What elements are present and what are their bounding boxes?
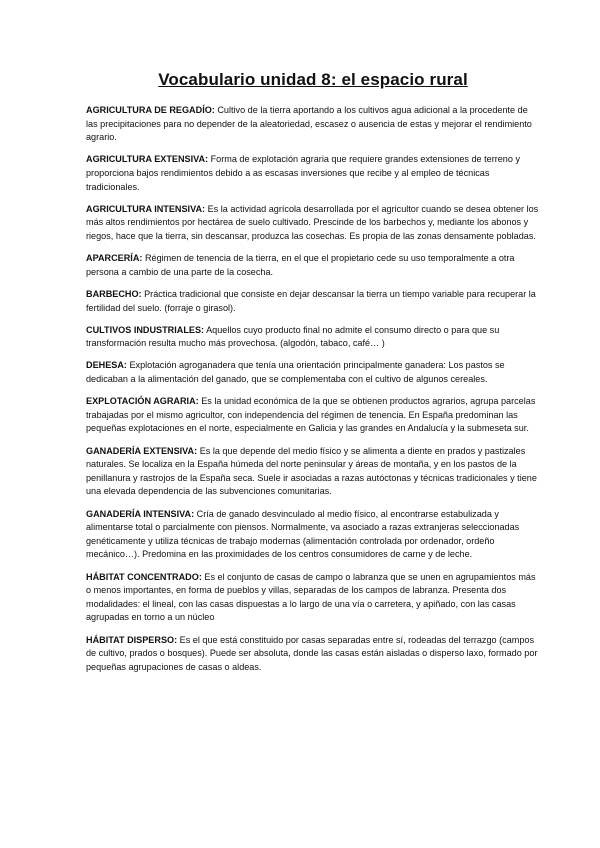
entry-term: CULTIVOS INDUSTRIALES: <box>86 324 205 335</box>
entry-habitat-disperso <box>86 634 540 675</box>
entry-term: BARBECHO: <box>86 288 142 299</box>
entry-dehesa <box>86 359 540 386</box>
entry-ganaderia-intensiva <box>86 508 540 562</box>
entry-agricultura-regadio <box>86 104 540 145</box>
entry-term: DEHESA: <box>86 360 127 371</box>
entry-ganaderia-extensiva <box>86 445 540 499</box>
entry-definition: Es la que depende del medio físico y se alimenta a diente en prados y pastizales naturales. Se localiza en la España húmeda del norte peninsular y áreas de montaña, y en los pastos de la penillanura y rastrojos de la España seca. Suele ir asociadas a razas autóctonas y técnicas tradicionales y tiene una elevada dependencia de las subvenciones comunitarias. <box>86 445 537 497</box>
entry-definition: Explotación agroganadera que tenía una orientación principalmente ganadera: Los pastos se dedicaban a la alimentación del ganado, que se complementaba con el cultivo de algunos cereales. <box>86 360 505 385</box>
entry-term: GANADERÍA INTENSIVA: <box>86 508 195 519</box>
entry-term: EXPLOTACIÓN AGRARIA: <box>86 396 199 407</box>
entry-term: HÁBITAT CONCENTRADO: <box>86 571 202 582</box>
entry-term: HÁBITAT DISPERSO: <box>86 634 178 645</box>
entry-agricultura-extensiva <box>86 153 540 194</box>
entry-definition: Cría de ganado desvinculado al medio físico, al encontrarse estabulizada y alimentarse total o parcialmente con piensos. Normalmente, va asociado a razas extranjeras seleccionadas genéticamente y utiliza técnicas de trabajo modernas (alimentación controlada por ordenador, ordeño mecánico…). Predomina en las proximidades de los centros consumidores de carne y de leche. <box>86 508 520 560</box>
entry-term: AGRICULTURA EXTENSIVA: <box>86 154 209 165</box>
entry-definition: Es el que está constituido por casas separadas entre sí, rodeadas del terrazgo (campos de cultivo, prados o bosques). Puede ser absoluta, donde las casas están aisladas o disperso laxo, formado por pequeñas agrupaciones de casas o aldeas. <box>86 634 538 672</box>
entry-definition: Es la actividad agrícola desarrollada por el agricultor cuando se desea obtener los más altos rendimientos por hectárea de suelo cultivado. Prescinde de los barbechos y, mediante los abonos y riegos, hace que la tierra, sin descansar, produzca las cosechas. Es propia de las zonas densamente pobladas. <box>86 203 539 241</box>
entry-definition: Cultivo de la tierra aportando a los cultivos agua adicional a la procedente de las precipitaciones para no depender de la aleatoriedad, escasez o ausencia de estas y mejorar el rendimiento agrario. <box>86 105 532 143</box>
entry-aparceria <box>86 252 540 279</box>
entry-definition: Régimen de tenencia de la tierra, en el que el propietario cede su uso temporalmente a otra persona a cambio de una parte de la cosecha. <box>86 253 515 277</box>
entry-cultivos-industriales <box>86 324 540 351</box>
entry-explotacion-agraria <box>86 395 540 436</box>
entry-definition: Forma de explotación agraria que requiere grandes extensiones de terreno y proporciona bajos rendimientos debido a as escasas inversiones que recibe y al empleo de técnicas tradicionales. <box>86 154 520 192</box>
entry-definition: Es el conjunto de casas de campo o labranza que se unen en agrupamientos más o menos importantes, en forma de pueblos y villas, separadas de los campos de labranza. Presenta dos modalidades: el lineal, con las casas dispuestas a lo largo de una vía o carretera, y apiñado, con las casas agrupadas en torno a un núcleo <box>86 571 536 623</box>
entry-barbecho <box>86 288 540 315</box>
entry-habitat-concentrado <box>86 571 540 625</box>
entry-term: AGRICULTURA DE REGADÍO: <box>86 105 215 115</box>
entry-agricultura-intensiva <box>86 203 540 244</box>
entry-term: AGRICULTURA INTENSIVA: <box>86 203 206 214</box>
entry-term: GANADERÍA EXTENSIVA: <box>86 445 198 456</box>
page-title: Vocabulario unidad 8: el espacio rural <box>158 70 468 89</box>
entry-definition: Práctica tradicional que consiste en dejar descansar la tierra un tiempo variable para recuperar la fertilidad del suelo. (forraje o girasol). <box>86 288 536 313</box>
entry-definition: Aquellos cuyo producto final no admite el consumo directo o para que su transformación resulta mucho más provechosa. (algodón, tabaco, café… ) <box>86 324 500 349</box>
entry-definition: Es la unidad económica de la que se obtienen productos agrarios, agrupa parcelas trabajadas por el mismo agricultor, con independencia del régimen de tenencia. En España predominan las pequeñas explotaciones en el norte, especialmente en Galicia y las grandes en Andalucía y la submeseta sur. <box>86 396 536 434</box>
entry-term: APARCERÍA: <box>86 253 143 264</box>
